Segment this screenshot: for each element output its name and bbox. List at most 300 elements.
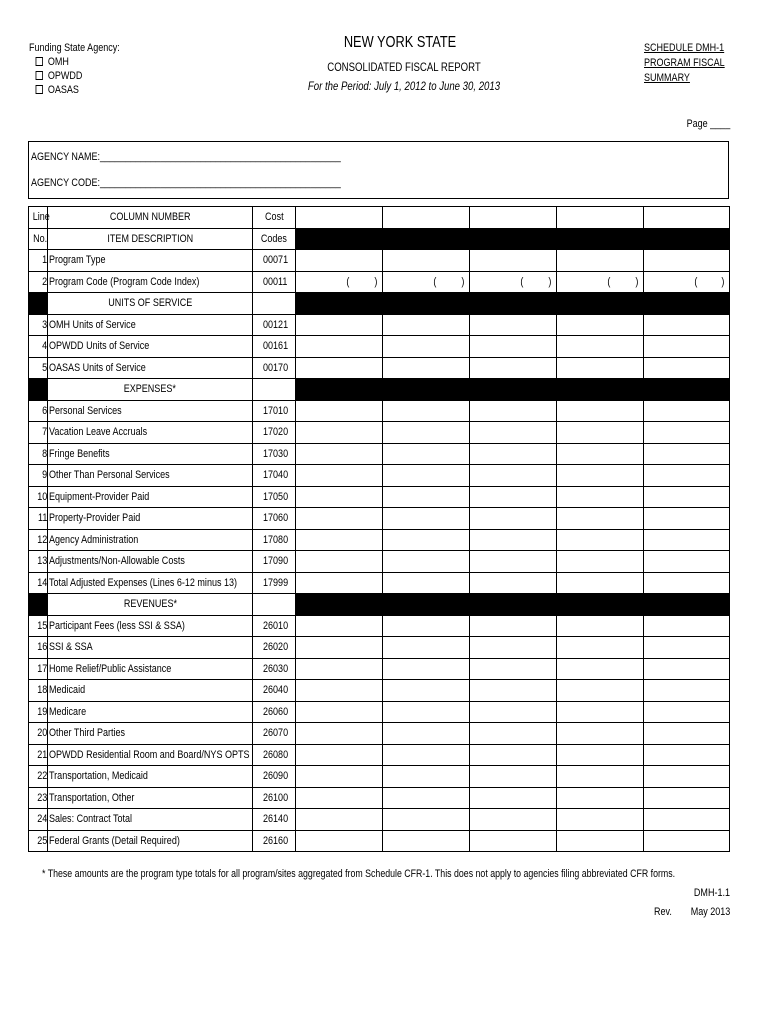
data-cell[interactable] (470, 529, 557, 551)
data-cell[interactable] (644, 830, 730, 852)
item-description: OMH Units of Service (48, 314, 253, 336)
data-cell[interactable] (383, 486, 470, 508)
data-cell[interactable] (383, 680, 470, 702)
data-cell[interactable] (383, 766, 470, 788)
table-row (29, 701, 730, 723)
data-cell[interactable] (296, 809, 383, 831)
shaded-cell (644, 594, 730, 616)
data-cell[interactable] (470, 422, 557, 444)
table-row (29, 508, 730, 530)
data-cell[interactable] (296, 701, 383, 723)
cost-code: 26020 (253, 637, 296, 659)
revision-date: May 2013 (690, 906, 730, 918)
data-cell[interactable] (470, 508, 557, 530)
data-cell[interactable] (470, 615, 557, 637)
data-cell[interactable] (470, 207, 557, 229)
data-cell[interactable] (296, 615, 383, 637)
section-row (29, 594, 730, 616)
table-row (29, 250, 730, 272)
shaded-cell (557, 379, 644, 401)
data-cell[interactable] (296, 637, 383, 659)
cost-code: 17060 (253, 508, 296, 530)
data-cell[interactable] (557, 766, 644, 788)
data-cell[interactable] (470, 658, 557, 680)
data-cell[interactable] (557, 207, 644, 229)
data-cell[interactable] (296, 508, 383, 530)
data-cell[interactable] (296, 250, 383, 272)
line-number: 13 (29, 551, 48, 573)
line-number: 15 (29, 615, 48, 637)
close-paren: ) (635, 275, 639, 288)
cost-code: 17010 (253, 400, 296, 422)
item-description: Home Relief/Public Assistance (48, 658, 253, 680)
line-number: 9 (29, 465, 48, 487)
item-description: SSI & SSA (48, 637, 253, 659)
item-description: Sales: Contract Total (48, 809, 253, 831)
shaded-cell (383, 228, 470, 250)
data-cell[interactable] (557, 357, 644, 379)
data-cell[interactable] (644, 250, 730, 272)
table-row (29, 637, 730, 659)
data-cell[interactable] (470, 637, 557, 659)
data-cell[interactable] (557, 486, 644, 508)
revision-label: Rev. (654, 906, 672, 918)
data-cell[interactable] (470, 336, 557, 358)
funding-option-oasas[interactable]: OASAS (29, 83, 120, 97)
item-description: Medicaid (48, 680, 253, 702)
item-description: Other Third Parties (48, 723, 253, 745)
line-number: 19 (29, 701, 48, 723)
data-cell[interactable] (383, 443, 470, 465)
data-cell[interactable] (296, 529, 383, 551)
shaded-cell (383, 379, 470, 401)
table-row (29, 680, 730, 702)
data-cell[interactable] (557, 572, 644, 594)
line-number: 11 (29, 508, 48, 530)
data-cell[interactable] (557, 336, 644, 358)
program-code-cell[interactable] (383, 271, 470, 293)
shaded-cell (296, 228, 383, 250)
item-description: Total Adjusted Expenses (Lines 6-12 minus 13) (48, 572, 253, 594)
data-cell[interactable] (644, 400, 730, 422)
data-cell[interactable] (470, 744, 557, 766)
table-row (29, 766, 730, 788)
checkbox-icon[interactable] (36, 71, 43, 80)
cost-code: 17080 (253, 529, 296, 551)
item-description: Fringe Benefits (48, 443, 253, 465)
data-cell[interactable] (557, 465, 644, 487)
cost-header: Cost (253, 207, 296, 229)
data-cell[interactable] (644, 486, 730, 508)
data-cell[interactable] (470, 680, 557, 702)
item-description: Other Than Personal Services (48, 465, 253, 487)
open-paren: ( (433, 275, 437, 288)
item-description: Federal Grants (Detail Required) (48, 830, 253, 852)
data-cell[interactable] (296, 486, 383, 508)
data-cell[interactable] (383, 250, 470, 272)
data-cell[interactable] (470, 723, 557, 745)
data-cell[interactable] (470, 766, 557, 788)
data-cell[interactable] (383, 529, 470, 551)
form-id: DMH-1.1 (693, 887, 730, 899)
data-cell[interactable] (557, 551, 644, 573)
data-cell[interactable] (296, 400, 383, 422)
cost-code: 17090 (253, 551, 296, 573)
line-number: 14 (29, 572, 48, 594)
shaded-cell (557, 594, 644, 616)
data-cell[interactable] (470, 572, 557, 594)
data-cell[interactable] (644, 465, 730, 487)
shaded-cell (296, 379, 383, 401)
section-title: EXPENSES* (48, 379, 253, 401)
item-description: OASAS Units of Service (48, 357, 253, 379)
item-description: Equipment-Provider Paid (48, 486, 253, 508)
line-number: 5 (29, 357, 48, 379)
program-code-cell[interactable] (296, 271, 383, 293)
table-row (29, 744, 730, 766)
data-cell[interactable] (557, 723, 644, 745)
cost-code: 00170 (253, 357, 296, 379)
data-cell[interactable] (557, 422, 644, 444)
table-row (29, 572, 730, 594)
cost-code: 00161 (253, 336, 296, 358)
data-cell[interactable] (644, 637, 730, 659)
cost-code: 17050 (253, 486, 296, 508)
data-cell[interactable] (383, 615, 470, 637)
data-cell[interactable] (296, 551, 383, 573)
data-cell[interactable] (383, 787, 470, 809)
data-cell[interactable] (470, 809, 557, 831)
data-cell[interactable] (557, 787, 644, 809)
data-cell[interactable] (383, 551, 470, 573)
line-number: 21 (29, 744, 48, 766)
data-cell[interactable] (470, 465, 557, 487)
table-row (29, 551, 730, 573)
data-cell[interactable] (557, 508, 644, 530)
open-paren: ( (694, 275, 698, 288)
funding-option-opwdd[interactable]: OPWDD (29, 69, 120, 83)
close-paren: ) (461, 275, 465, 288)
shaded-cell (644, 228, 730, 250)
cost-code: 26140 (253, 809, 296, 831)
data-cell[interactable] (644, 443, 730, 465)
data-cell[interactable] (644, 809, 730, 831)
agency-code-field[interactable]: AGENCY CODE:________________________________________________ (31, 177, 341, 189)
report-subtitle: CONSOLIDATED FISCAL REPORT (327, 60, 481, 74)
open-paren: ( (607, 275, 611, 288)
data-cell[interactable] (557, 830, 644, 852)
shaded-cell (296, 594, 383, 616)
footnote: * These amounts are the program type totals for all program/sites aggregated from Schedule CFR-1. This does not apply to agencies filing abbreviated CFR forms. (42, 868, 676, 880)
data-cell[interactable] (644, 336, 730, 358)
line-number: 23 (29, 787, 48, 809)
column-number-header: COLUMN NUMBER (48, 207, 253, 229)
line-number: 24 (29, 809, 48, 831)
data-cell[interactable] (644, 529, 730, 551)
table-header-row (29, 207, 730, 229)
table-row (29, 658, 730, 680)
line-number: 7 (29, 422, 48, 444)
page-title: NEW YORK STATE (343, 34, 457, 51)
line-number: 25 (29, 830, 48, 852)
data-cell[interactable] (644, 551, 730, 573)
data-cell[interactable] (470, 443, 557, 465)
close-paren: ) (721, 275, 725, 288)
data-cell[interactable] (296, 336, 383, 358)
section-title: REVENUES* (48, 594, 253, 616)
data-cell[interactable] (296, 572, 383, 594)
line-header: Line (29, 207, 48, 229)
data-cell[interactable] (296, 357, 383, 379)
data-cell[interactable] (383, 207, 470, 229)
table-row (29, 271, 730, 293)
shaded-cell (470, 293, 557, 315)
table-row (29, 465, 730, 487)
data-cell[interactable] (470, 400, 557, 422)
section-title: UNITS OF SERVICE (48, 293, 253, 315)
item-description: Personal Services (48, 400, 253, 422)
line-number: 3 (29, 314, 48, 336)
data-cell[interactable] (470, 787, 557, 809)
report-period: For the Period: July 1, 2012 to June 30, 2013 (307, 79, 501, 93)
data-cell[interactable] (644, 207, 730, 229)
line-number: 1 (29, 250, 48, 272)
data-cell[interactable] (644, 787, 730, 809)
open-paren: ( (520, 275, 524, 288)
data-cell[interactable] (557, 615, 644, 637)
funding-option-omh[interactable]: OMH (29, 55, 120, 69)
data-cell[interactable] (644, 680, 730, 702)
data-cell[interactable] (557, 680, 644, 702)
item-description: Adjustments/Non-Allowable Costs (48, 551, 253, 573)
data-cell[interactable] (644, 314, 730, 336)
shaded-cell (29, 379, 48, 401)
data-cell[interactable] (383, 508, 470, 530)
table-header-row (29, 228, 730, 250)
data-cell[interactable] (296, 680, 383, 702)
shaded-cell (644, 293, 730, 315)
shaded-cell (29, 594, 48, 616)
line-number: 12 (29, 529, 48, 551)
shaded-cell (296, 293, 383, 315)
data-cell[interactable] (644, 572, 730, 594)
data-cell[interactable] (644, 766, 730, 788)
data-cell[interactable] (296, 422, 383, 444)
data-cell[interactable] (383, 658, 470, 680)
data-cell[interactable] (557, 637, 644, 659)
line-number: 18 (29, 680, 48, 702)
line-number: 22 (29, 766, 48, 788)
item-description: Transportation, Other (48, 787, 253, 809)
shaded-cell (557, 293, 644, 315)
line-number: 16 (29, 637, 48, 659)
data-cell[interactable] (470, 314, 557, 336)
program-code-cell[interactable] (470, 271, 557, 293)
shaded-cell (470, 379, 557, 401)
cost-code: 00071 (253, 250, 296, 272)
line-number: 6 (29, 400, 48, 422)
cost-code: 26160 (253, 830, 296, 852)
data-cell[interactable] (557, 314, 644, 336)
data-cell[interactable] (644, 723, 730, 745)
data-cell[interactable] (644, 615, 730, 637)
schedule-label: SCHEDULE DMH-1 PROGRAM FISCAL SUMMARY (644, 42, 725, 84)
data-cell[interactable] (296, 830, 383, 852)
data-cell[interactable] (383, 830, 470, 852)
line-number: 8 (29, 443, 48, 465)
data-cell[interactable] (644, 658, 730, 680)
close-paren: ) (374, 275, 378, 288)
item-description: Vacation Leave Accruals (48, 422, 253, 444)
item-description: Program Type (48, 250, 253, 272)
table-row (29, 357, 730, 379)
section-row (29, 379, 730, 401)
shaded-cell (383, 293, 470, 315)
item-description: OPWDD Units of Service (48, 336, 253, 358)
data-cell[interactable] (470, 250, 557, 272)
data-cell[interactable] (383, 701, 470, 723)
shaded-cell (470, 594, 557, 616)
item-description: Property-Provider Paid (48, 508, 253, 530)
cost-code: 26090 (253, 766, 296, 788)
data-cell[interactable] (383, 314, 470, 336)
data-cell[interactable] (644, 508, 730, 530)
data-cell[interactable] (383, 744, 470, 766)
data-cell[interactable] (383, 465, 470, 487)
cost-code: 26010 (253, 615, 296, 637)
shaded-cell (557, 228, 644, 250)
data-cell[interactable] (383, 723, 470, 745)
data-cell[interactable] (470, 357, 557, 379)
table-row (29, 336, 730, 358)
open-paren: ( (346, 275, 350, 288)
data-cell[interactable] (296, 443, 383, 465)
data-cell[interactable] (557, 529, 644, 551)
data-cell[interactable] (470, 551, 557, 573)
cost-code: 17020 (253, 422, 296, 444)
data-cell[interactable] (557, 744, 644, 766)
checkbox-icon[interactable] (36, 57, 43, 66)
data-cell[interactable] (296, 207, 383, 229)
shaded-cell (644, 379, 730, 401)
item-description: OPWDD Residential Room and Board/NYS OPTS (48, 744, 253, 766)
table-row (29, 615, 730, 637)
data-cell[interactable] (296, 658, 383, 680)
line-number: 4 (29, 336, 48, 358)
data-cell[interactable] (383, 572, 470, 594)
shaded-cell (383, 594, 470, 616)
data-cell[interactable] (557, 701, 644, 723)
data-cell[interactable] (296, 787, 383, 809)
cost-code-cell (253, 594, 296, 616)
section-row (29, 293, 730, 315)
data-cell[interactable] (470, 701, 557, 723)
program-code-cell[interactable] (644, 271, 730, 293)
cost-code-cell (253, 293, 296, 315)
cost-code: 00121 (253, 314, 296, 336)
data-cell[interactable] (557, 658, 644, 680)
data-cell[interactable] (383, 422, 470, 444)
data-cell[interactable] (644, 701, 730, 723)
table-row (29, 830, 730, 852)
data-cell[interactable] (296, 314, 383, 336)
cost-code: 26070 (253, 723, 296, 745)
table-row (29, 422, 730, 444)
fiscal-summary-table (28, 206, 730, 852)
shaded-cell (470, 228, 557, 250)
line-number: 2 (29, 271, 48, 293)
data-cell[interactable] (557, 443, 644, 465)
funding-agency-label: Funding State Agency: (29, 42, 120, 54)
cost-code: 17999 (253, 572, 296, 594)
item-description: Program Code (Program Code Index) (48, 271, 253, 293)
cost-code: 17040 (253, 465, 296, 487)
item-description-header: ITEM DESCRIPTION (48, 228, 253, 250)
close-paren: ) (548, 275, 552, 288)
agency-info-box (28, 141, 729, 199)
item-description: Participant Fees (less SSI & SSA) (48, 615, 253, 637)
data-cell[interactable] (470, 486, 557, 508)
checkbox-icon[interactable] (36, 85, 43, 94)
shaded-cell (29, 293, 48, 315)
line-number: 10 (29, 486, 48, 508)
table-row (29, 787, 730, 809)
data-cell[interactable] (557, 809, 644, 831)
data-cell[interactable] (383, 809, 470, 831)
table-row (29, 400, 730, 422)
agency-name-field[interactable]: AGENCY NAME:________________________________________________ (31, 151, 341, 163)
line-number: 20 (29, 723, 48, 745)
table-row (29, 443, 730, 465)
data-cell[interactable] (644, 357, 730, 379)
cost-code: 26060 (253, 701, 296, 723)
line-number: 17 (29, 658, 48, 680)
data-cell[interactable] (296, 744, 383, 766)
data-cell[interactable] (296, 723, 383, 745)
table-row (29, 723, 730, 745)
table-row (29, 809, 730, 831)
cost-code: 26100 (253, 787, 296, 809)
data-cell[interactable] (383, 637, 470, 659)
data-cell[interactable] (644, 744, 730, 766)
item-description: Agency Administration (48, 529, 253, 551)
data-cell[interactable] (383, 336, 470, 358)
data-cell[interactable] (383, 400, 470, 422)
cost-code: 00011 (253, 271, 296, 293)
cost-codes-header: Codes (253, 228, 296, 250)
program-code-cell[interactable] (557, 271, 644, 293)
data-cell[interactable] (644, 422, 730, 444)
table-row (29, 529, 730, 551)
line-no-header: No. (29, 228, 48, 250)
cost-code: 26030 (253, 658, 296, 680)
cost-code-cell (253, 379, 296, 401)
data-cell[interactable] (557, 400, 644, 422)
table-row (29, 314, 730, 336)
item-description: Transportation, Medicaid (48, 766, 253, 788)
cost-code: 17030 (253, 443, 296, 465)
data-cell[interactable] (296, 766, 383, 788)
data-cell[interactable] (557, 250, 644, 272)
data-cell[interactable] (383, 357, 470, 379)
data-cell[interactable] (296, 465, 383, 487)
item-description: Medicare (48, 701, 253, 723)
data-cell[interactable] (470, 830, 557, 852)
table-row (29, 486, 730, 508)
cost-code: 26040 (253, 680, 296, 702)
cost-code: 26080 (253, 744, 296, 766)
page-number-field[interactable]: Page ____ (686, 118, 730, 130)
